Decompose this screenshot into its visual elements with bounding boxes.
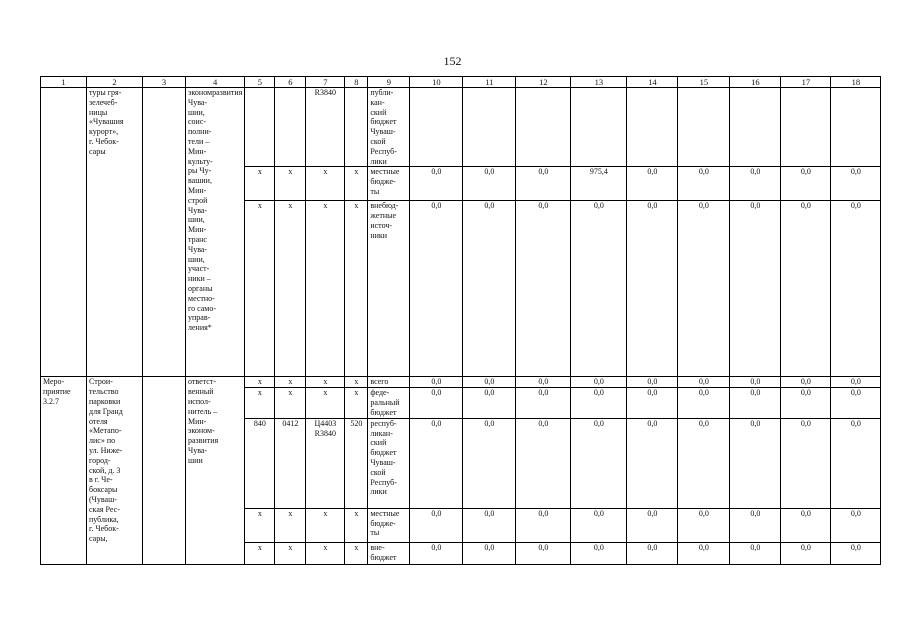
code-grbs-cell: x — [245, 201, 275, 377]
year-value-cell: 0,0 — [678, 167, 730, 201]
year-value-cell: 0,0 — [463, 508, 516, 542]
funding-source-cell: публи- кан- ский бюджет Чуваш- ской Респуб- лики — [368, 88, 410, 167]
code-target-cell: x — [306, 508, 345, 542]
year-value-cell: 0,0 — [678, 508, 730, 542]
year-value-cell: 0,0 — [571, 377, 627, 388]
code-target-cell: x — [306, 377, 345, 388]
column-number-row — [41, 77, 881, 88]
code-type-cell: x — [345, 508, 368, 542]
column-header-8: 8 — [345, 77, 368, 88]
year-value-cell: 0,0 — [516, 377, 571, 388]
year-value-cell: 0,0 — [571, 508, 627, 542]
year-value-cell: 0,0 — [463, 167, 516, 201]
year-value-cell: 0,0 — [571, 201, 627, 377]
column-3-cell — [143, 377, 186, 564]
code-target-cell: x — [306, 542, 345, 564]
code-grbs-cell: x — [245, 542, 275, 564]
year-value-cell: 0,0 — [831, 388, 881, 418]
year-value-cell: 0,0 — [831, 377, 881, 388]
funding-source-cell: местные бюдже- ты — [368, 167, 410, 201]
year-value-cell: 0,0 — [516, 388, 571, 418]
column-header-15: 15 — [678, 77, 730, 88]
year-value-cell: 0,0 — [516, 201, 571, 377]
column-header-13: 13 — [571, 77, 627, 88]
code-section-cell: x — [275, 201, 306, 377]
funding-source-cell: местные бюдже- ты — [368, 508, 410, 542]
year-value-cell — [463, 88, 516, 167]
funding-source-cell: всего — [368, 377, 410, 388]
year-value-cell: 0,0 — [410, 418, 463, 508]
code-target-cell: Ц4403 R3840 — [306, 418, 345, 508]
code-type-cell: x — [345, 201, 368, 377]
column-header-9: 9 — [368, 77, 410, 88]
year-value-cell: 0,0 — [463, 377, 516, 388]
year-value-cell: 0,0 — [516, 167, 571, 201]
year-value-cell — [627, 88, 678, 167]
code-section-cell: x — [275, 167, 306, 201]
year-value-cell: 0,0 — [410, 542, 463, 564]
year-value-cell — [678, 88, 730, 167]
code-type-cell: x — [345, 167, 368, 201]
code-target-cell: R3840 — [306, 88, 345, 167]
code-grbs-cell: x — [245, 388, 275, 418]
code-grbs-cell: x — [245, 167, 275, 201]
column-header-2: 2 — [87, 77, 143, 88]
code-type-cell: 520 — [345, 418, 368, 508]
year-value-cell: 0,0 — [410, 508, 463, 542]
year-value-cell: 0,0 — [730, 542, 781, 564]
year-value-cell: 0,0 — [730, 377, 781, 388]
column-header-12: 12 — [516, 77, 571, 88]
year-value-cell: 0,0 — [678, 418, 730, 508]
column-header-16: 16 — [730, 77, 781, 88]
year-value-cell: 0,0 — [781, 388, 831, 418]
year-value-cell: 0,0 — [571, 542, 627, 564]
year-value-cell: 0,0 — [463, 542, 516, 564]
year-value-cell: 0,0 — [627, 388, 678, 418]
measure-id-cell: Меро- приятие 3.2.7 — [41, 377, 87, 564]
year-value-cell: 0,0 — [627, 508, 678, 542]
year-value-cell: 0,0 — [678, 542, 730, 564]
year-value-cell: 0,0 — [678, 388, 730, 418]
year-value-cell: 0,0 — [831, 508, 881, 542]
code-type-cell: x — [345, 377, 368, 388]
year-value-cell: 0,0 — [678, 377, 730, 388]
year-value-cell: 0,0 — [516, 418, 571, 508]
year-value-cell: 0,0 — [781, 377, 831, 388]
year-value-cell: 0,0 — [410, 377, 463, 388]
funding-source-cell: вне- бюджет — [368, 542, 410, 564]
year-value-cell: 0,0 — [627, 167, 678, 201]
page-number: 152 — [443, 54, 462, 68]
year-value-cell: 0,0 — [781, 418, 831, 508]
year-value-cell: 0,0 — [410, 201, 463, 377]
column-header-10: 10 — [410, 77, 463, 88]
column-header-11: 11 — [463, 77, 516, 88]
code-target-cell: x — [306, 167, 345, 201]
year-value-cell: 0,0 — [831, 201, 881, 377]
year-value-cell: 0,0 — [571, 388, 627, 418]
code-section-cell: x — [275, 508, 306, 542]
code-type-cell: x — [345, 542, 368, 564]
column-header-3: 3 — [143, 77, 186, 88]
year-value-cell: 0,0 — [678, 201, 730, 377]
code-target-cell: x — [306, 388, 345, 418]
year-value-cell — [571, 88, 627, 167]
column-header-4: 4 — [186, 77, 245, 88]
code-section-cell: x — [275, 388, 306, 418]
year-value-cell — [410, 88, 463, 167]
year-value-cell: 0,0 — [516, 542, 571, 564]
year-value-cell: 0,0 — [410, 388, 463, 418]
column-header-18: 18 — [831, 77, 881, 88]
year-value-cell: 0,0 — [730, 508, 781, 542]
table-row — [41, 88, 881, 167]
code-section-cell: x — [275, 377, 306, 388]
year-value-cell: 0,0 — [730, 201, 781, 377]
code-grbs-cell: 840 — [245, 418, 275, 508]
year-value-cell: 0,0 — [730, 167, 781, 201]
funding-source-cell: внебюд- жетные источ- ники — [368, 201, 410, 377]
year-value-cell: 0,0 — [730, 388, 781, 418]
column-header-5: 5 — [245, 77, 275, 88]
column-header-17: 17 — [781, 77, 831, 88]
code-grbs-cell — [245, 88, 275, 167]
code-type-cell: x — [345, 388, 368, 418]
year-value-cell: 0,0 — [463, 201, 516, 377]
year-value-cell: 0,0 — [781, 542, 831, 564]
year-value-cell: 0,0 — [627, 377, 678, 388]
year-value-cell — [781, 88, 831, 167]
executor-cell: ответст- венный испол- нитель – Мин- эконом- развития Чува- шии — [186, 377, 245, 564]
budget-table — [40, 76, 881, 565]
column-header-6: 6 — [275, 77, 306, 88]
code-type-cell — [345, 88, 368, 167]
column-3-cell — [143, 88, 186, 377]
year-value-cell — [516, 88, 571, 167]
year-value-cell: 0,0 — [781, 508, 831, 542]
year-value-cell: 0,0 — [627, 418, 678, 508]
code-section-cell — [275, 88, 306, 167]
table-row — [41, 377, 881, 388]
year-value-cell: 0,0 — [831, 542, 881, 564]
year-value-cell: 0,0 — [627, 542, 678, 564]
year-value-cell: 0,0 — [410, 167, 463, 201]
year-value-cell: 0,0 — [831, 167, 881, 201]
code-grbs-cell: x — [245, 508, 275, 542]
year-value-cell: 0,0 — [516, 508, 571, 542]
code-section-cell: x — [275, 542, 306, 564]
year-value-cell: 0,0 — [463, 418, 516, 508]
measure-name-cell: Строи- тельство парковки для Гранд отеля «Метапо- лис» по ул. Ниже- город- ской, д. 3 в г. Че- боксары (Чуваш- ская Рес- публика, г. Чебок- сары, — [87, 377, 143, 564]
funding-source-cell: респуб- ликан- ский бюджет Чуваш- ской Респуб- лики — [368, 418, 410, 508]
year-value-cell: 0,0 — [463, 388, 516, 418]
year-value-cell: 975,4 — [571, 167, 627, 201]
funding-source-cell: феде- ральный бюджет — [368, 388, 410, 418]
column-header-1: 1 — [41, 77, 87, 88]
year-value-cell: 0,0 — [831, 418, 881, 508]
code-grbs-cell: x — [245, 377, 275, 388]
year-value-cell: 0,0 — [781, 201, 831, 377]
year-value-cell: 0,0 — [730, 418, 781, 508]
code-target-cell: x — [306, 201, 345, 377]
code-section-cell: 0412 — [275, 418, 306, 508]
executor-cell: экономразвития Чува- шии, соис- полни- тели – Мин- культу- ры Чу- вашии, Мин- строй Чува- шии, Мин- транс Чува- шии, участ- ники – органы местно- го само- управ- ления* — [186, 88, 245, 377]
year-value-cell — [831, 88, 881, 167]
year-value-cell: 0,0 — [781, 167, 831, 201]
column-header-14: 14 — [627, 77, 678, 88]
measure-id-cell — [41, 88, 87, 377]
year-value-cell — [730, 88, 781, 167]
column-header-7: 7 — [306, 77, 345, 88]
year-value-cell: 0,0 — [627, 201, 678, 377]
measure-name-cell: туры гря- зелечеб- ницы «Чувашия курорт», г. Чебок- сары — [87, 88, 143, 377]
year-value-cell: 0,0 — [571, 418, 627, 508]
